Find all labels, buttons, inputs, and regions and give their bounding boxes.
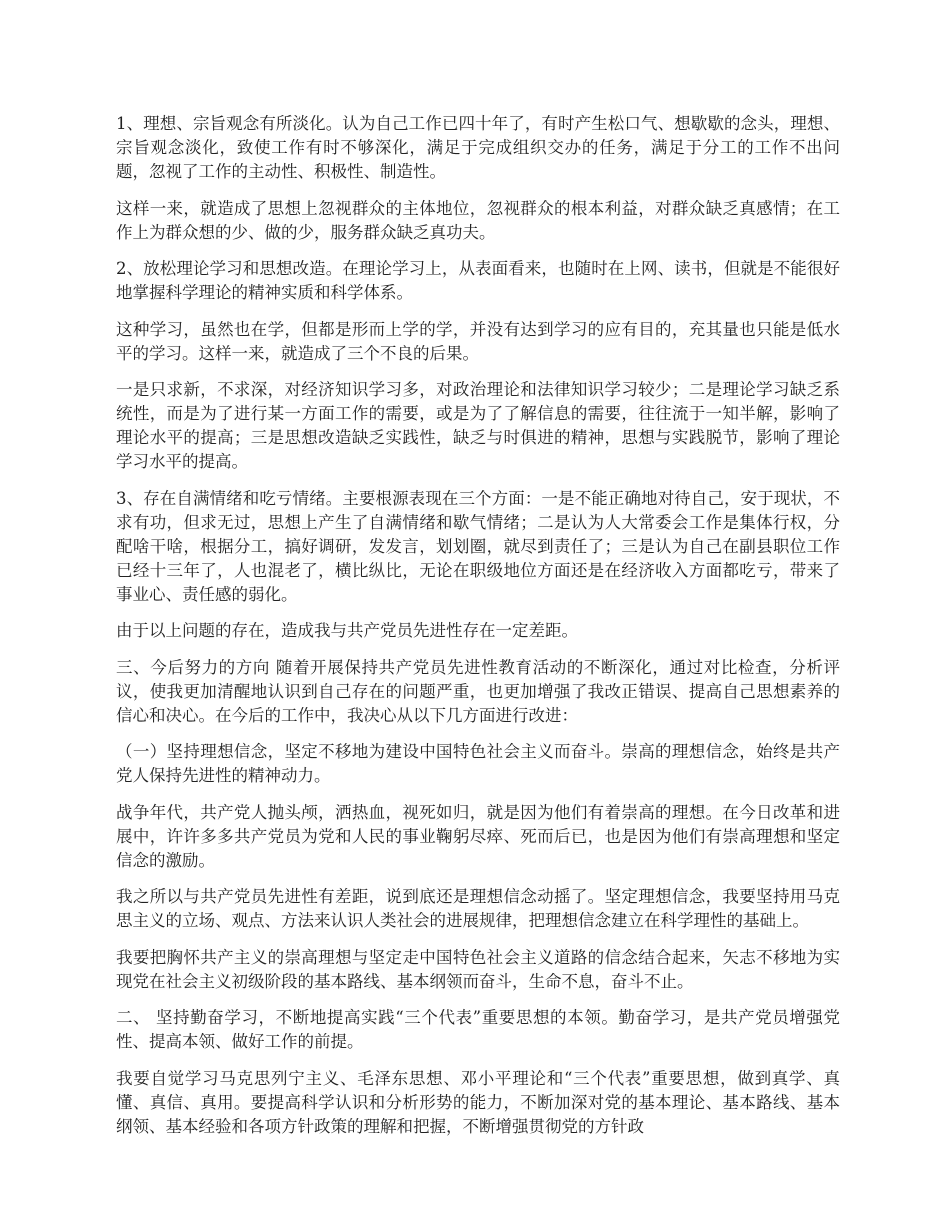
paragraph-8: 三、今后努力的方向 随着开展保持共产党员先进性教育活动的不断深化，通过对比检查，分析评议，使我更加清醒地认识到自己存在的问题严重，也更加增强了我改正错误、提高自己思想素养的信心和决心。在今后的工作中，我决心从以下几方面进行改进： [116,657,840,725]
paragraph-14: 我要自觉学习马克思列宁主义、毛泽东思想、邓小平理论和“三个代表”重要思想，做到真学、真懂、真信、真用。要提高科学认识和分析形势的能力，不断加深对党的基本理论、基本路线、基本纲领、基本经验和各项方针政策的理解和把握，不断增强贯彻党的方针政 [116,1068,840,1136]
document-body [116,112,840,1151]
paragraph-12: 我要把胸怀共产主义的崇高理想与坚定走中国特色社会主义道路的信念结合起来，矢志不移地为实现党在社会主义初级阶段的基本路线、基本纲领而奋斗，生命不息，奋斗不止。 [116,947,840,991]
paragraph-9: （一）坚持理想信念，坚定不移地为建设中国特色社会主义而奋斗。崇高的理想信念，始终是共产党人保持先进性的精神动力。 [116,742,840,785]
paragraph-6: 3、存在自满情绪和吃亏情绪。主要根源表现在三个方面：一是不能正确地对待自己，安于现状，不求有功，但求无过，思想上产生了自满情绪和歇气情绪；二是认为人大常委会工作是集体行权，分配啥干啥，根据分工，搞好调研，发发言，划划圈，就尽到责任了；三是认为自己在副县职位工作已经十三年了，人也混老了，横比纵比，无论在职级地位方面还是在经济收入方面都吃亏，带来了事业心、责任感的弱化。 [116,488,840,604]
paragraph-3: 2、放松理论学习和思想改造。在理论学习上，从表面看来，也随时在上网、读书，但就是不能很好地掌握科学理论的精神实质和科学体系。 [116,259,840,302]
paragraph-5: 一是只求新，不求深，对经济知识学习多，对政治理论和法律知识学习较少；二是理论学习缺乏系统性，而是为了进行某一方面工作的需要，或是为了了解信息的需要，往往流于一知半解，影响了理论水平的提高；三是思想改造缺乏实践性，缺乏与时俱进的精神，思想与实践脱节，影响了理论学习水平的提高。 [116,380,840,471]
paragraph-4: 这种学习，虽然也在学，但都是形而上学的学，并没有达到学习的应有目的，充其量也只能是低水平的学习。这样一来，就造成了三个不良的后果。 [116,319,840,363]
paragraph-11: 我之所以与共产党员先进性有差距，说到底还是理想信念动摇了。坚定理想信念，我要坚持用马克思主义的立场、观点、方法来认识人类社会的进展规律，把理想信念建立在科学理性的基础上。 [116,887,840,930]
paragraph-10: 战争年代，共产党人抛头颅，洒热血，视死如归，就是因为他们有着崇高的理想。在今日改革和进展中，许许多多共产党员为党和人民的事业鞠躬尽瘁、死而后已，也是因为他们有崇高理想和坚定信念的激励。 [116,802,840,870]
paragraph-7: 由于以上问题的存在，造成我与共产党员先进性存在一定差距。 [116,621,578,640]
paragraph-2: 这样一来，就造成了思想上忽视群众的主体地位，忽视群众的根本利益，对群众缺乏真感情；在工作上为群众想的少、做的少，服务群众缺乏真功夫。 [116,198,840,242]
paragraph-1: 1、理想、宗旨观念有所淡化。认为自己工作已四十年了，有时产生松口气、想歇歇的念头，理想、宗旨观念淡化，致使工作有时不够深化，满足于完成组织交办的任务，满足于分工的工作不出问题，忽视了工作的主动性、积极性、制造性。 [116,114,840,181]
paragraph-13: 二、 坚持勤奋学习，不断地提高实践“三个代表”重要思想的本领。勤奋学习，是共产党员增强党性、提高本领、做好工作的前提。 [116,1008,840,1051]
